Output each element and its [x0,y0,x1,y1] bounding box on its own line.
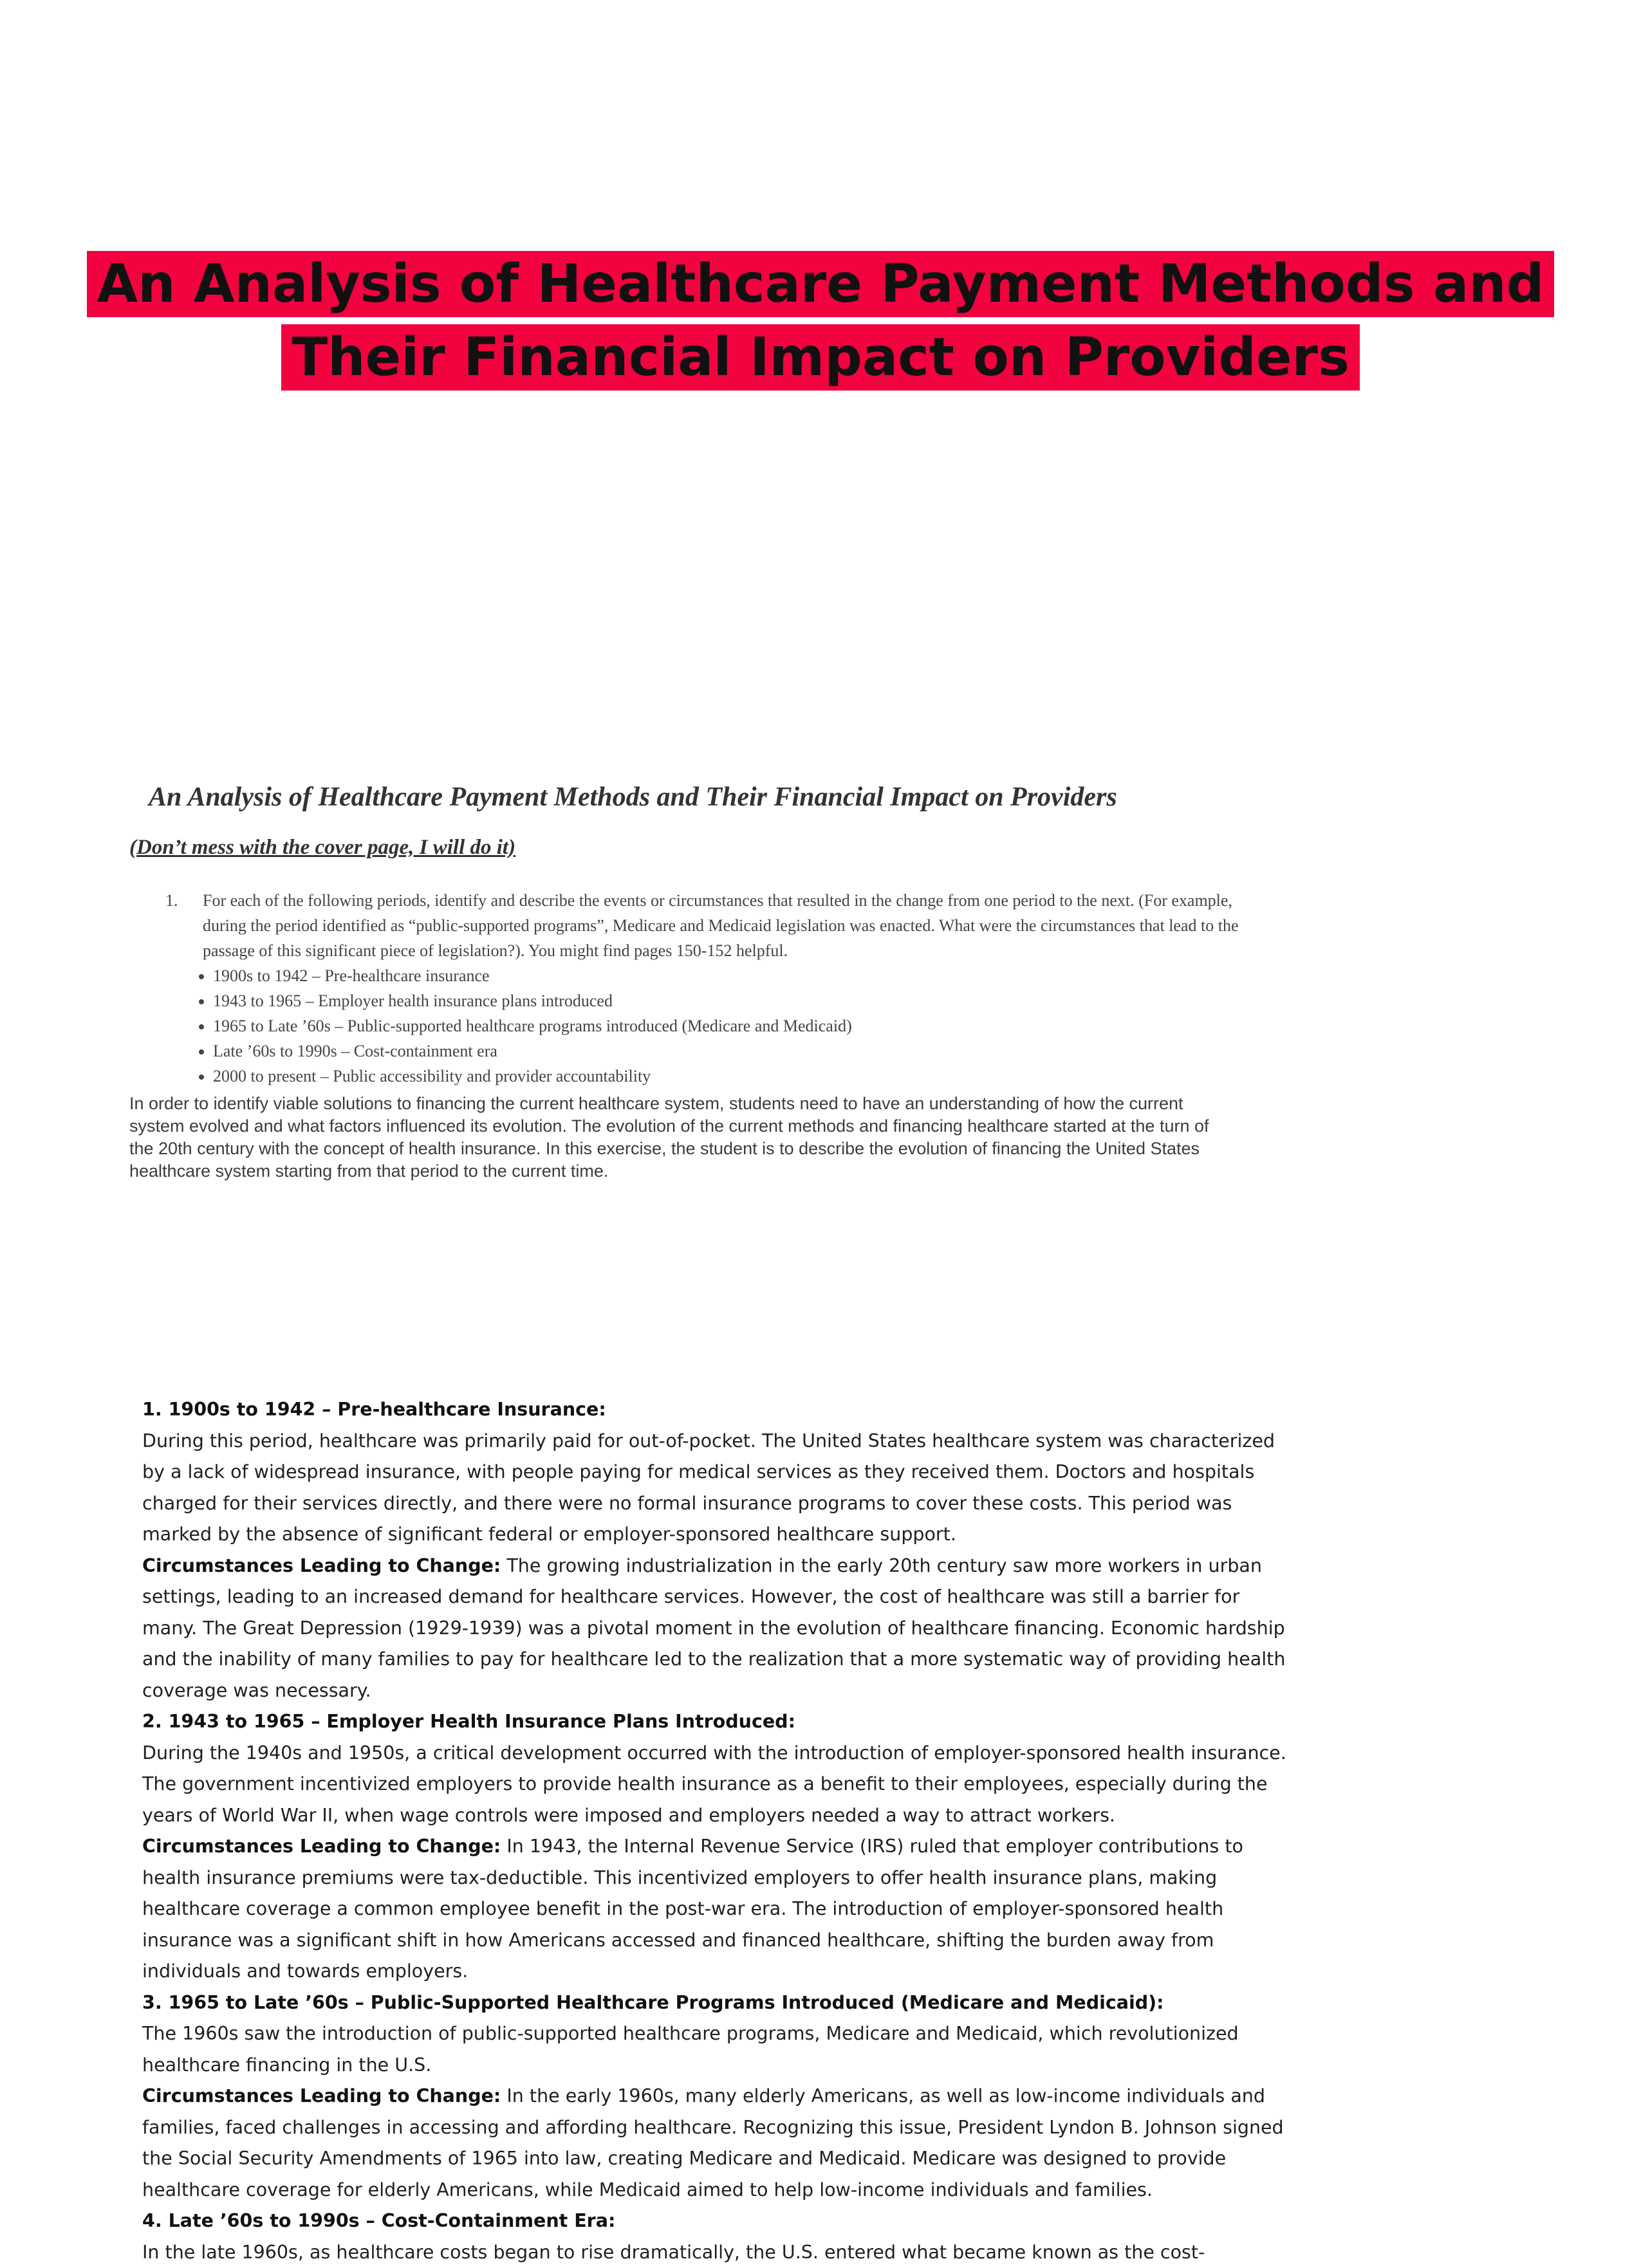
period-list [199,963,1297,1089]
list-item: • 2000 to present – Public accessibility and provider accountability [213,1064,1297,1089]
circumstances-text: In 1943, the Internal Revenue Service (IRS) ruled that employer contributions to health insurance premiums were tax-deductible. This incentivized employers to offer health insurance plans, making healthcare coverage a common employee benefit in the post-war era. The introduction of employer-sponsored health insurance was a significant shift in how Americans accessed and financed healthcare, shifting the burden away from individuals and towards employers. [142,1836,1243,1982]
cover-title-line-2: Their Financial Impact on Providers [281,324,1360,391]
section-text: In the late 1960s, as healthcare costs began to rise dramatically, the U.S. entered what became known as the cost- [142,2237,1288,2268]
question-1 [165,888,1258,963]
section-text: During the 1940s and 1950s, a critical development occurred with the introduction of employer-sponsored health insurance. The government incentivized employers to provide health insurance as a benefit to their employees, especially during the years of World War II, when wage controls were imposed and employers needed a way to attract workers. [142,1738,1288,1832]
section-heading: 2. 1943 to 1965 – Employer Health Insurance Plans Introduced: [142,1706,1288,1738]
circumstances-text: The growing industrialization in the early 20th century saw more workers in urban settings, leading to an increased demand for healthcare services. However, the cost of healthcare was still a barrier for many. The Great Depression (1929-1939) was a pivotal moment in the evolution of healthcare financing. Economic hardship and the inability of many families to pay for healthcare led to the realization that a more systematic way of providing health coverage was necessary. [142,1555,1285,1701]
list-item: • 1900s to 1942 – Pre-healthcare insurance [213,963,1297,988]
answer-body [142,1394,1288,2268]
list-item: • 1965 to Late ’60s – Public-supported healthcare programs introduced (Medicare and Medicaid) [213,1013,1297,1038]
circumstances-paragraph [142,2081,1288,2206]
circumstances-paragraph [142,1831,1288,1987]
section-text: During this period, healthcare was primarily paid for out-of-pocket. The United States healthcare system was characterized by a lack of widespread insurance, with people paying for medical services as they received them. Doctors and hospitals charged for their services directly, and there were no formal insurance programs to cover these costs. This period was marked by the absence of significant federal or employer-sponsored healthcare support. [142,1426,1288,1551]
circumstances-label: Circumstances Leading to Change: [142,1555,501,1576]
list-item: • Late ’60s to 1990s – Cost-containment era [213,1038,1297,1064]
circumstances-paragraph [142,1551,1288,1707]
circumstances-label: Circumstances Leading to Change: [142,1836,501,1857]
intro-paragraph: In order to identify viable solutions to financing the current healthcare system, students need to have an understanding of how the current system evolved and what factors influenced its evolution. The evolution of the current methods and financing healthcare started at the turn of the 20th century with the concept of health insurance. In this exercise, the student is to describe the evolution of financing the United States healthcare system starting from that period to the current time. [129,1093,1223,1183]
cover-title-line-1: An Analysis of Healthcare Payment Methods and [87,251,1555,317]
cover-page-note: (Don’t mess with the cover page, I will do it) [129,836,1297,860]
cover-title [0,248,1641,394]
scanned-assignment [125,782,1297,1183]
list-item: • 1943 to 1965 – Employer health insurance plans introduced [213,988,1297,1013]
section-heading: 4. Late ’60s to 1990s – Cost-Containment Era: [142,2206,1288,2237]
section-heading: 1. 1900s to 1942 – Pre-healthcare Insurance: [142,1394,1288,1426]
circumstances-text: In the early 1960s, many elderly Americans, as well as low-income individuals and families, faced challenges in accessing and affording healthcare. Recognizing this issue, President Lyndon B. Johnson signed the Social Security Amendments of 1965 into law, creating Medicare and Medicaid. Medicare was designed to provide healthcare coverage for elderly Americans, while Medicaid aimed to help low-income individuals and families. [142,2085,1284,2200]
question-text: For each of the following periods, identify and describe the events or circumstances that resulted in the change from one period to the next. (For example, during the period identified as “public-supported programs”, Medicare and Medicaid legislation was enacted. What were the circumstances that lead to the passage of this significant piece of legislation?). You might find pages 150-152 helpful. [203,891,1239,960]
question-number: 1. [165,888,178,913]
assignment-title: An Analysis of Healthcare Payment Methods and Their Financial Impact on Providers [149,782,1297,813]
section-heading: 3. 1965 to Late ’60s – Public-Supported Healthcare Programs Introduced (Medicare and Medicaid): [142,1987,1288,2019]
circumstances-label: Circumstances Leading to Change: [142,2085,501,2107]
section-text: The 1960s saw the introduction of public-supported healthcare programs, Medicare and Medicaid, which revolutionized healthcare financing in the U.S. [142,2018,1288,2081]
